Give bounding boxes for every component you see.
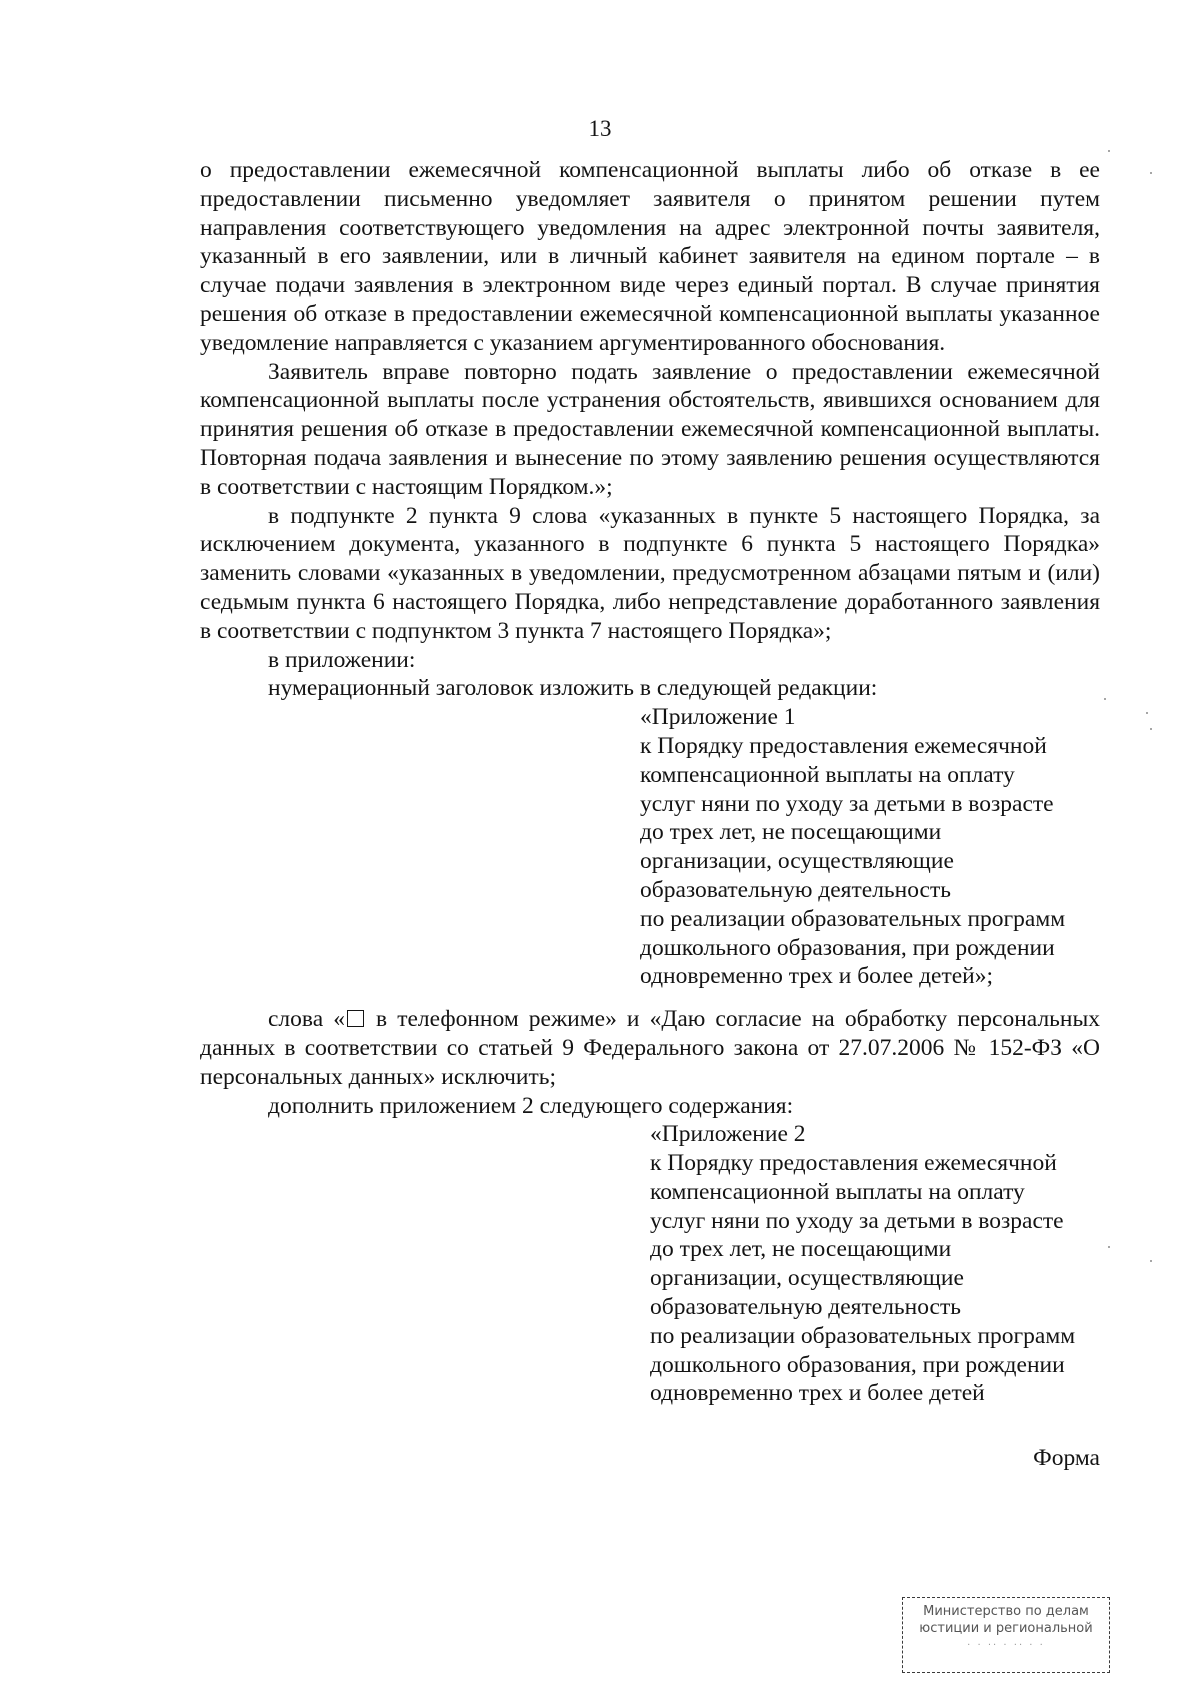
scan-speck — [1108, 150, 1110, 152]
appendix-2-line: организации, осуществляющие — [650, 1265, 964, 1292]
scan-speck — [1108, 1246, 1110, 1248]
paragraph-words-exclusion-end: в телефонном режиме» и «Даю согласие на обработку персональных данных в соответствии со статьей 9 Федерального закона от 27.07.2006 № 152-ФЗ «О персональных данных» исключить; — [200, 1006, 1100, 1090]
scan-speck — [1150, 1260, 1152, 1262]
appendix-1-line: дошкольного образования, при рождении — [640, 934, 1055, 961]
appendix-1-heading — [200, 703, 1100, 991]
paragraph-add-appendix-2: дополнить приложением 2 следующего содержания: — [268, 1092, 794, 1119]
document-body — [200, 156, 1100, 1473]
appendix-1-line: услуг няни по уходу за детьми в возрасте — [640, 790, 1054, 817]
appendix-1-line: одновременно трех и более детей»; — [640, 963, 994, 990]
appendix-1-line: «Приложение 1 — [640, 704, 796, 731]
stamp-line-1: Министерство по делам — [923, 1604, 1089, 1619]
appendix-2-line: по реализации образовательных программ — [650, 1322, 1076, 1349]
appendix-2-line: образовательную деятельность — [650, 1294, 961, 1321]
form-label: Форма — [1033, 1445, 1100, 1472]
appendix-2-heading — [200, 1120, 1100, 1408]
paragraph-words-exclusion — [200, 1005, 1100, 1091]
appendix-1-line: компенсационной выплаты на оплату — [640, 761, 1015, 788]
appendix-1-line: образовательную деятельность — [640, 876, 951, 903]
appendix-2-line: дошкольного образования, при рождении — [650, 1351, 1065, 1378]
appendix-2-line: до трех лет, не посещающими — [650, 1236, 952, 1263]
stamp-faint-line: · · ·· · ·· · · — [967, 1640, 1045, 1651]
stamp-line-2: юстиции и региональной — [919, 1621, 1093, 1636]
page-number: 13 — [588, 116, 612, 141]
paragraph-subclause-amendment: в подпункте 2 пункта 9 слова «указанных в пункте 5 настоящего Порядка, за исключением документа, указанного в подпункте 6 пункта 5 настоящего Порядка» заменить словами «указанных в уведомлении, предусмотренном абзацами пятым и (или) седьмым пункта 6 настоящего Порядка, либо непредставление доработанного заявления в соответствии с подпунктом 3 пункта 7 настоящего Порядка»; — [200, 502, 1100, 644]
scan-speck — [1150, 728, 1152, 730]
appendix-1-line: до трех лет, не посещающими — [640, 819, 942, 846]
ministry-stamp — [902, 1597, 1110, 1673]
appendix-2-line: услуг няни по уходу за детьми в возрасте — [650, 1207, 1064, 1234]
appendix-1-line: по реализации образовательных программ — [640, 905, 1066, 932]
paragraph-decision-notice: о предоставлении ежемесячной компенсационной выплаты либо об отказе в ее предоставлении письменно уведомляет заявителя о принятом решении путем направления соответствующего уведомления на адрес электронной почты заявителя, указанный в его заявлении, или в личный кабинет заявителя на едином портале – в случае подачи заявления в электронном виде через единый портал. В случае принятия решения об отказе в предоставлении ежемесячной компенсационной выплаты указанное уведомление направляется с указанием аргументированного обоснования. — [200, 157, 1100, 356]
appendix-2-line: компенсационной выплаты на оплату — [650, 1178, 1025, 1205]
paragraph-reapply: Заявитель вправе повторно подать заявление о предоставлении ежемесячной компенсационной выплаты после устранения обстоятельств, явившихся основанием для принятия решения об отказе в предоставлении ежемесячной компенсационной выплаты. Повторная подача заявления и вынесение по этому заявлению решения осуществляются в соответствии с настоящим Порядком.»; — [200, 358, 1100, 500]
appendix-2-line: «Приложение 2 — [650, 1121, 806, 1148]
appendix-2-line: к Порядку предоставления ежемесячной — [650, 1150, 1057, 1177]
scan-speck — [1150, 172, 1152, 174]
paragraph-numbering-heading: нумерационный заголовок изложить в следующей редакции: — [268, 675, 878, 702]
appendix-1-line: к Порядку предоставления ежемесячной — [640, 732, 1047, 759]
paragraph-in-appendix: в приложении: — [268, 646, 416, 673]
appendix-2-line: одновременно трех и более детей — [650, 1380, 985, 1407]
checkbox-empty-icon — [347, 1010, 364, 1027]
paragraph-words-exclusion-start: слова « — [268, 1006, 345, 1033]
appendix-1-line: организации, осуществляющие — [640, 848, 954, 875]
scan-speck — [1104, 698, 1106, 700]
scan-speck — [1146, 712, 1148, 714]
form-label-block — [200, 1444, 1100, 1473]
